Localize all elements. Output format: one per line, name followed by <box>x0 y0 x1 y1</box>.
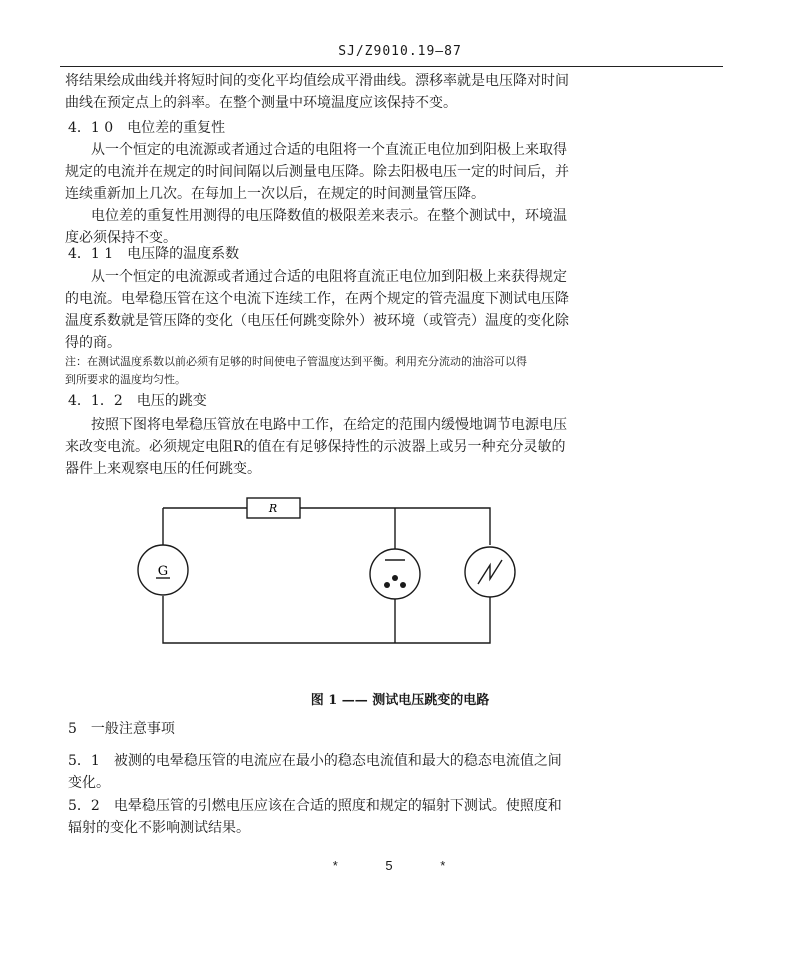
tube-electrode-dot <box>384 582 390 588</box>
text-line: 得的商。 <box>65 335 121 351</box>
text-line: 5 一般注意事项 <box>68 721 175 737</box>
text-line: 来改变电流。必须规定电阻R的值在有足够保持性的示波器上或另一种充分灵敏的 <box>65 439 566 455</box>
tube-electrode-dot <box>392 575 398 581</box>
voltage-regulator-tube-symbol <box>370 549 420 599</box>
text-line: 度必须保持不变。 <box>65 230 177 246</box>
text-line: 按照下图将电晕稳压管放在电路中工作，在给定的范围内缓慢地调节电源电压 <box>91 417 567 433</box>
text-line: 规定的电流并在规定的时间间隔以后测量电压降。除去阳极电压一定的时间后，并 <box>65 164 569 180</box>
text-line: 5．2 电晕稳压管的引燃电压应该在合适的照度和规定的辐射下测试。使照度和 <box>68 798 562 814</box>
text-line: 4．1．2 电压的跳变 <box>68 393 207 409</box>
text-line: 变化。 <box>68 775 110 791</box>
text-line: 从一个恒定的电流源或者通过合适的电阻将一个直流正电位加到阳极上来取得 <box>91 142 567 158</box>
document-header: SJ/Z9010.19—87 <box>338 44 462 59</box>
text-line: 将结果绘成曲线并将短时间的变化平均值绘成平滑曲线。漂移率就是电压降对时间 <box>65 73 569 89</box>
resistor-label: R <box>268 502 278 515</box>
generator-label: G <box>157 564 169 579</box>
text-line: 连续重新加上几次。在每加上一次以后，在规定的时间测量管压降。 <box>65 186 485 202</box>
text-line: 的电流。电晕稳压管在这个电流下连续工作，在两个规定的管壳温度下测试电压降 <box>65 291 569 307</box>
text-line: 到所要求的温度均匀性。 <box>65 373 186 386</box>
text-line: 5．1 被测的电晕稳压管的电流应在最小的稳态电流值和最大的稳态电流值之间 <box>68 753 562 769</box>
text-line: 注：在测试温度系数以前必须有足够的时间使电子管温度达到平衡。利用充分流动的油浴可以得 <box>65 355 527 368</box>
text-line: 电位差的重复性用测得的电压降数值的极限差来表示。在整个测试中，环境温 <box>91 208 567 224</box>
text-line: 器件上来观察电压的任何跳变。 <box>65 461 261 477</box>
text-line: 4．1 0 电位差的重复性 <box>68 120 226 136</box>
text-line: 温度系数就是管压降的变化（电压任何跳变除外）被环境（或管壳）温度的变化除 <box>65 313 569 329</box>
oscilloscope-trace <box>478 560 502 584</box>
figure-caption: 图 1 —— 测试电压跳变的电路 <box>310 693 490 708</box>
text-line: 辐射的变化不影响测试结果。 <box>68 820 250 836</box>
text-line: 4．1 1 电压降的温度系数 <box>68 246 240 262</box>
tube-electrode-dot <box>400 582 406 588</box>
page-number: * 5 * <box>332 858 468 873</box>
text-line: 曲线在预定点上的斜率。在整个测量中环境温度应该保持不变。 <box>65 95 457 111</box>
circuit-wires <box>163 508 490 643</box>
text-line: 从一个恒定的电流源或者通过合适的电阻将直流正电位加到阳极上来获得规定 <box>91 269 567 285</box>
